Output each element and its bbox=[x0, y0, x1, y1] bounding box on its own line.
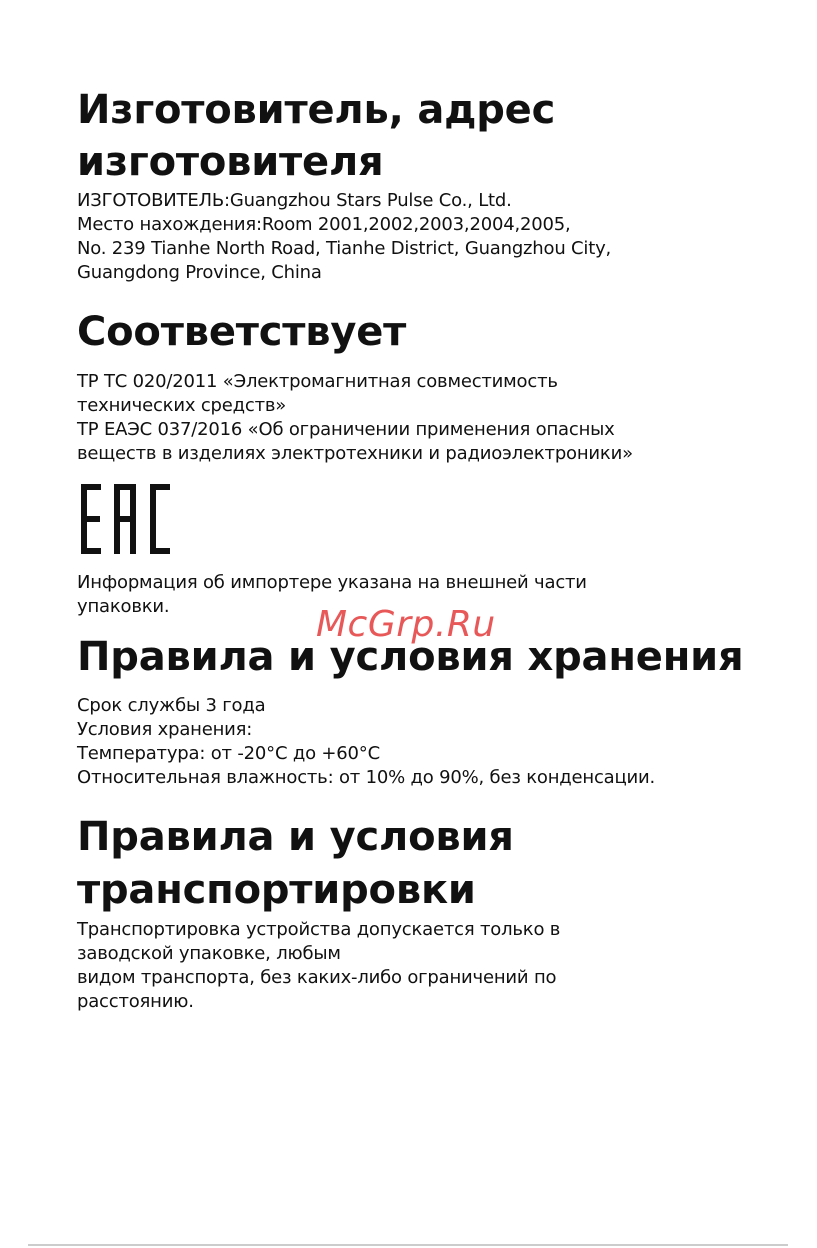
bottom-divider bbox=[28, 1244, 788, 1246]
manufacturer-text bbox=[77, 189, 611, 285]
eac-mark-icon bbox=[81, 484, 171, 554]
storage-line: Температура: от -20°C до +60°C bbox=[77, 743, 380, 764]
transport-line: заводской упаковке, любым bbox=[77, 943, 341, 964]
importer-line: Информация об импортере указана на внешней части bbox=[77, 572, 587, 593]
conformity-line: веществ в изделиях электротехники и радиоэлектроники» bbox=[77, 443, 633, 464]
storage-line: Срок службы 3 года bbox=[77, 695, 266, 716]
conformity-line: ТР ТС 020/2011 «Электромагнитная совместимость bbox=[77, 371, 558, 392]
manufacturer-heading-line1: Изготовитель, адрес bbox=[77, 87, 556, 133]
manufacturer-line: ИЗГОТОВИТЕЛЬ:Guangzhou Stars Pulse Co., Ltd. bbox=[77, 190, 512, 211]
importer-line: упаковки. bbox=[77, 596, 170, 617]
transport-line: расстоянию. bbox=[77, 991, 194, 1012]
conformity-text bbox=[77, 370, 633, 466]
conformity-line: технических средств» bbox=[77, 395, 287, 416]
manufacturer-line: Место нахождения:Room 2001,2002,2003,2004,2005, bbox=[77, 214, 571, 235]
manufacturer-heading-line2: изготовителя bbox=[77, 139, 384, 185]
transport-heading-line2: транспортировки bbox=[77, 867, 476, 913]
storage-text bbox=[77, 694, 655, 790]
manufacturer-line: Guangdong Province, China bbox=[77, 262, 322, 283]
transport-line: Транспортировка устройства допускается только в bbox=[77, 919, 561, 940]
storage-heading: Правила и условия хранения bbox=[77, 634, 744, 680]
manufacturer-line: No. 239 Tianhe North Road, Tianhe District, Guangzhou City, bbox=[77, 238, 612, 259]
transport-text bbox=[77, 918, 560, 1014]
watermark-text: McGrp.Ru bbox=[316, 604, 496, 645]
conformity-line: ТР ЕАЭС 037/2016 «Об ограничении применения опасных bbox=[77, 419, 615, 440]
storage-line: Условия хранения: bbox=[77, 719, 253, 740]
transport-line: видом транспорта, без каких-либо ограничений по bbox=[77, 967, 557, 988]
conformity-heading: Соответствует bbox=[77, 309, 407, 355]
storage-line: Относительная влажность: от 10% до 90%, без конденсации. bbox=[77, 767, 656, 788]
transport-heading-line1: Правила и условия bbox=[77, 814, 514, 860]
